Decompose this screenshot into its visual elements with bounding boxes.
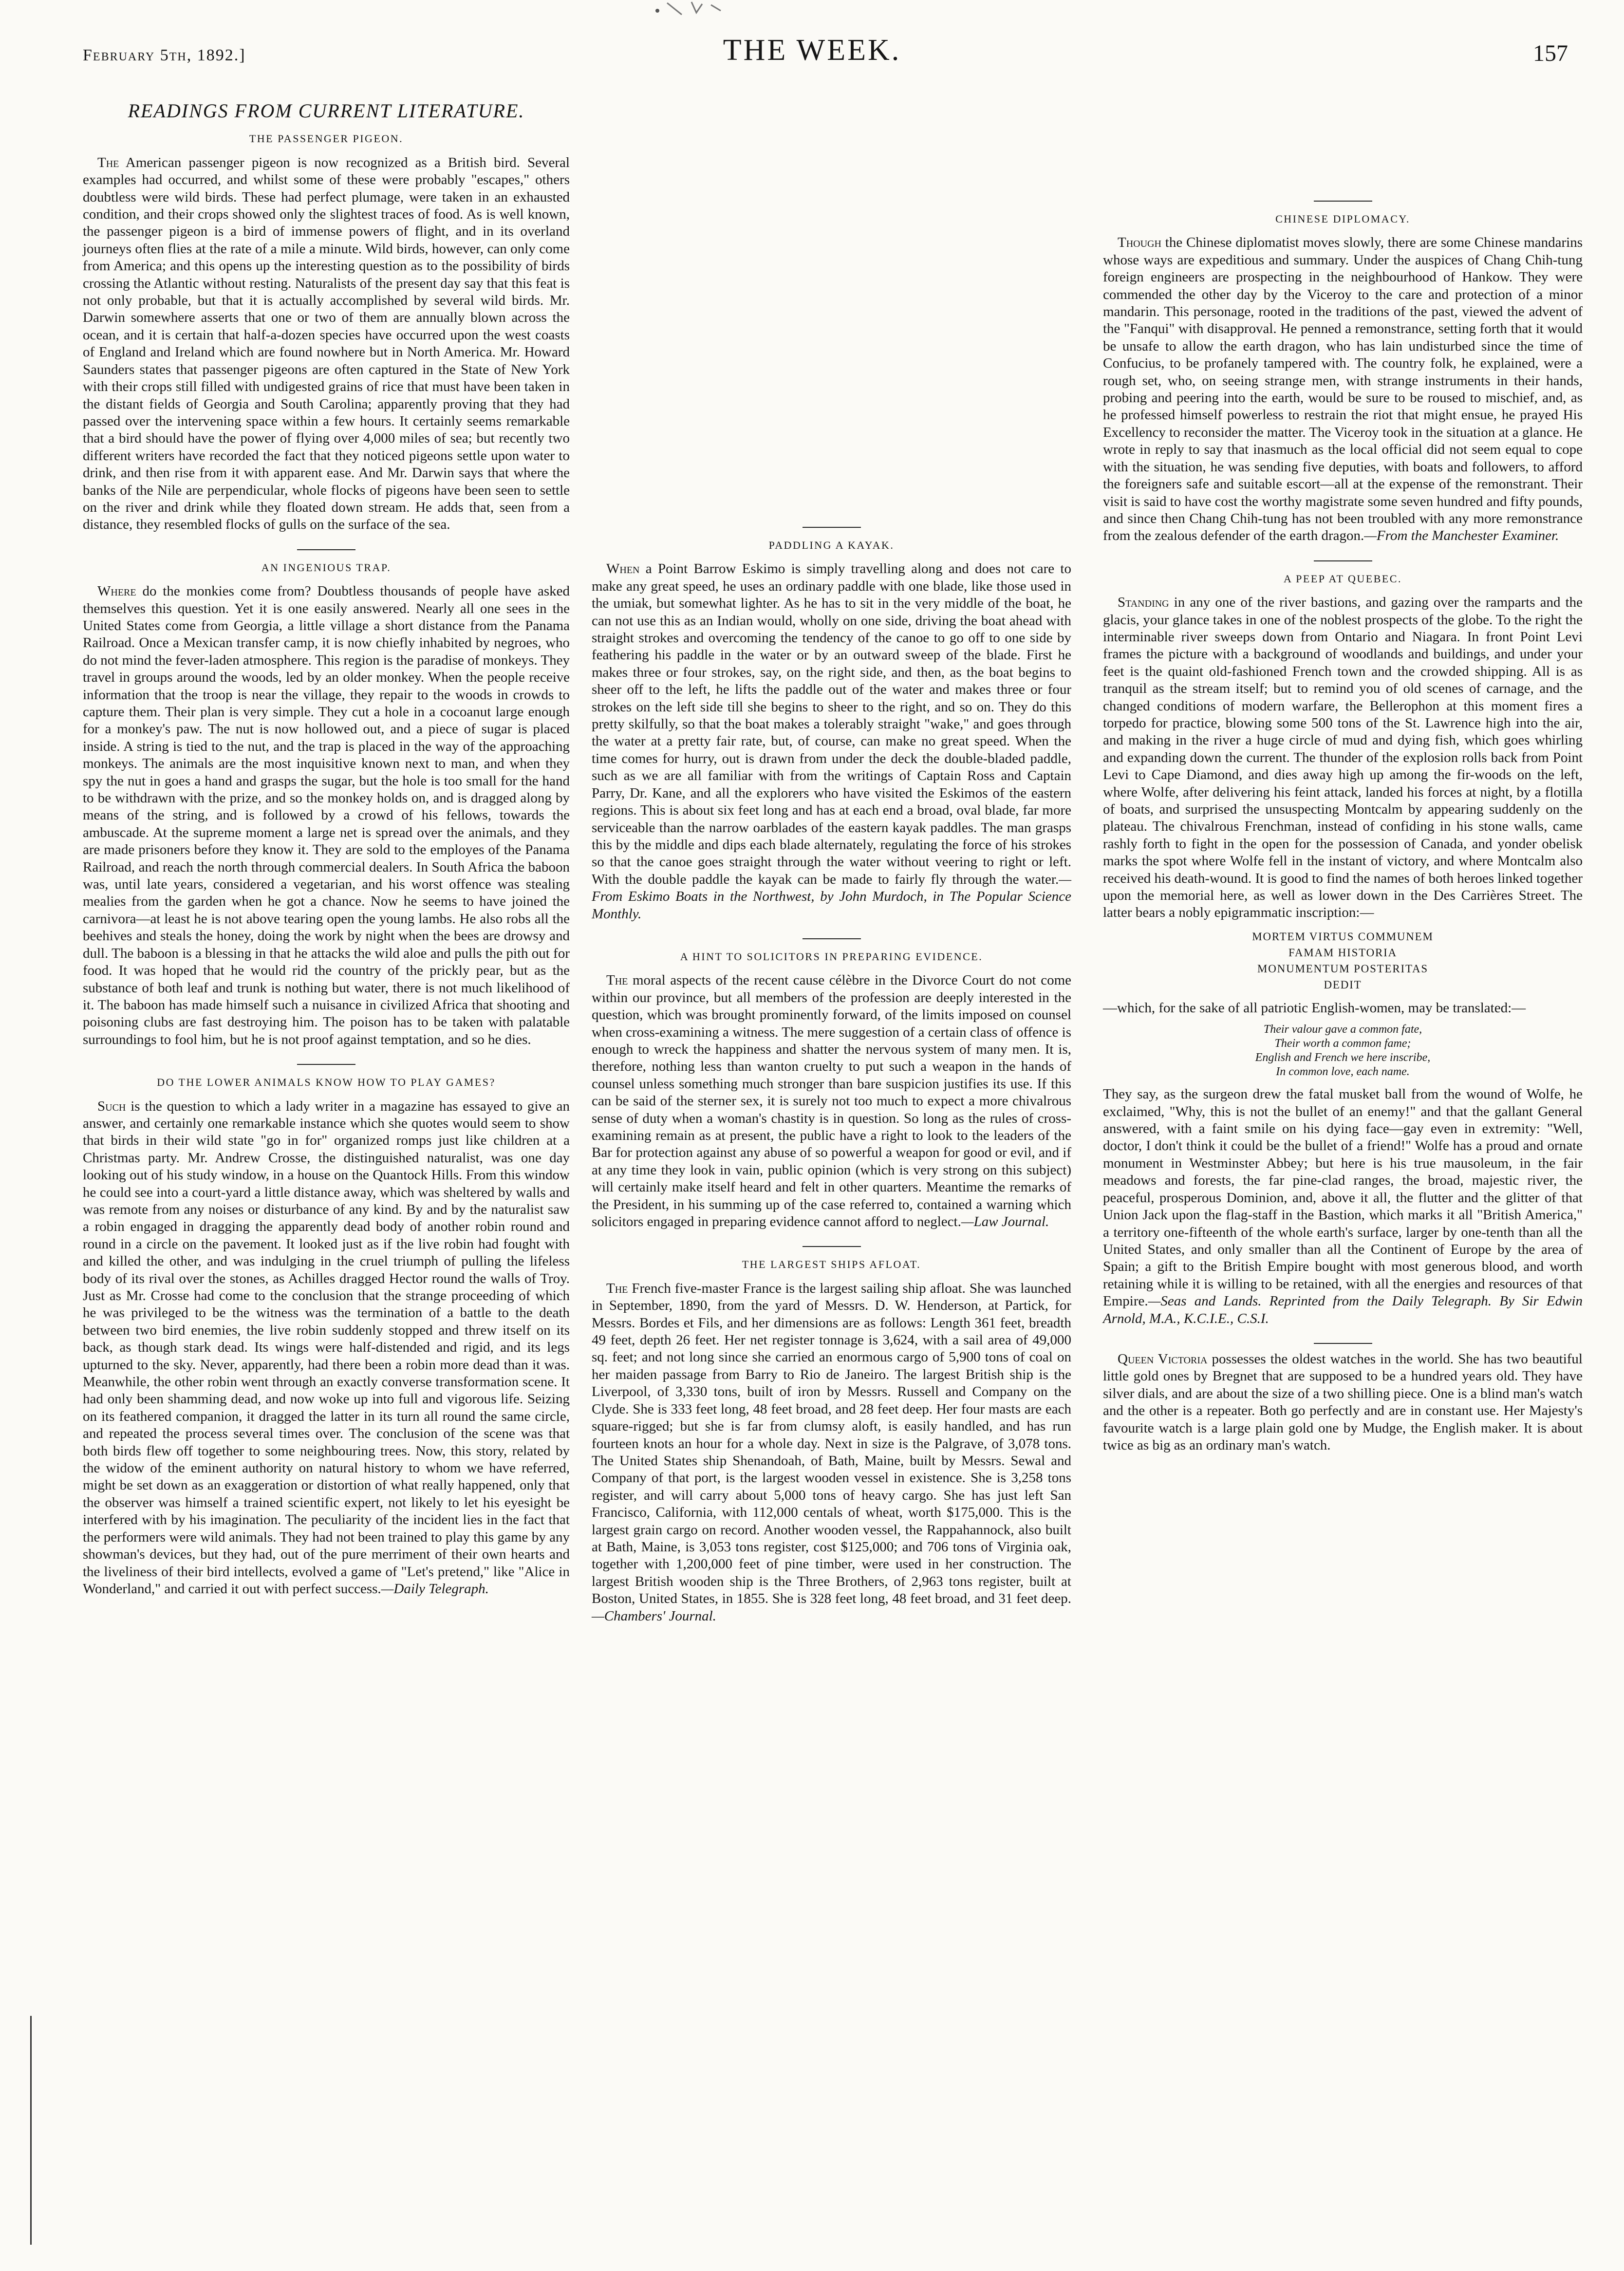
body-text: They say, as the surgeon drew the fatal musket ball from the wound of Wolfe, he exclaimed, "Why, this is not the bullet of an enemy!" and that the gallant General answered, with a faint smile on his dying face—gay even in extremity: "Well, doctor, I don't think it could be the bullet of a friend!" Wolfe has a proud and ornate monument in Westminster Abbey; but here is his true mausoleum, in the fair meadows and forests, the far pine-clad ranges, the broad, majestic river, the peaceful, prosperous Dominion, and, above it all, the flutter and the glitter of that Union Jack upon the flag-staff in the Bastion, which marks it all "British America," a territory one-fifteenth of the whole earth's surface, larger by one-tenth than all the United States, and only smaller than all the Continent of Europe by the area of Spain; a gift to the British Empire bought with most generous blood, and worth retaining while it is willing to be retained, with all the energies and resources of that Empire. xyxy=(1103,1086,1583,1309)
article-body-quebec xyxy=(1103,594,1583,922)
divider xyxy=(297,549,355,550)
dropword: When xyxy=(606,561,640,577)
article-body-pigeon xyxy=(83,154,570,534)
article-body-watches xyxy=(1103,1351,1583,1454)
verse-line: Their valour gave a common fate, xyxy=(1263,1023,1422,1036)
body-text: do the monkies come from? Doubtless thousands of people have asked themselves this question. Yet it is one easily answered. Nearly all one sees in the United States come from Georgia, a little village a short distance from the Panama Railroad. Once a Mexican transfer camp, it is now chiefly inhabited by negroes, who do not mind the fever-laden atmosphere. This region is the paradise of monkeys. They travel in groups around the woods, led by an older monkey. When the people receive information that the troop is near the village, they repair to the woods in crowds to capture them. Their plan is very simple. They cut a hole in a cocoanut large enough for a monkey's paw. The nut is now hollowed out, and a piece of sugar is placed inside. A string is tied to the nut, and the trap is placed in the way of the approaching monkeys. The animals are the most inquisitive known next to man, and when they spy the nut in goes a hand and grasps the sugar, but the hole is too small for the hand to be withdrawn with the prize, and so the monkey holds on, and is dragged along by means of the string, and is followed by a crowd of his fellows, towards the ambuscade. At the supreme moment a large net is spread over the animals, and they are made prisoners before they know it. They are sold to the employes of the Panama Railroad, and reach the north through commercial dealers. In South Africa the baboon was, until late years, considered a vegetarian, and his worst offence was stealing mealies from the garden when he got a chance. Now he seems to have joined the carnivora—at least he is not above tearing open the young lambs. He also robs all the beehives and steals the honey, doing the work by night when the bees are drowsy and dull. The baboon is a blessing in that he attacks the wild aloe and pulls the pith out for food. It was hoped that he would rid the country of the prickly pear, but as the substance of both leaf and trunk is nothing but water, there is not much likelihood of it. The baboon has made himself such a nuisance in civilized Africa that shooting and poisoning clubs are fast destroying him. The poison has to be taken with palatable surroundings to fool him, but he is not proof against temptation, and so he dies. xyxy=(83,583,570,1047)
column-3 xyxy=(1103,185,1583,1454)
margin-rule xyxy=(30,2016,32,2245)
source-citation: —Law Journal. xyxy=(961,1214,1049,1230)
article-body-kayak xyxy=(592,560,1071,923)
body-text: American passenger pigeon is now recognized as a British bird. Several examples had occurred, and whilst some of these were probably "escapes," others doubtless were wild birds. These had perfect plumage, were taken in an exhausted condition, and their crops showed only the slightest traces of food. As is well known, the passenger pigeon is a bird of immense powers of flight, and in its overland journeys often flies at the rate of a mile a minute. Wild birds, however, can only come from America; and this opens up the interesting question as to the possibility of birds crossing the Atlantic without resting. Naturalists of the present day say that this feat is not only probable, but that it is actually accomplished by several wild birds. Mr. Darwin somewhere asserts that one or two of them are annually blown across the ocean, and it is certain that half-a-dozen species have occurred upon the west coasts of England and Ireland which are found nowhere but in North America. Mr. Howard Saunders states that passenger pigeons are often captured in the State of New York with their crops still filled with undigested grains of rice that must have been taken in the distant fields of Georgia and South Carolina; apparently proving that they had passed over the intervening space within a few hours. It certainly seems remarkable that a bird should have the power of flying over 4,000 miles of sea; but recently two different writers have recorded the fact that they noticed pigeons settle upon water to drink, and then rise from it with apparent ease. And Mr. Darwin says that where the banks of the Nile are perpendicular, whole flocks of pigeons have been seen to settle on the river and drink while they floated down stream. He adds that, seen from a distance, they resembled flocks of gulls on the surface of the sea. xyxy=(83,154,570,533)
article-title-games: DO THE LOWER ANIMALS KNOW HOW TO PLAY GAMES? xyxy=(157,1076,496,1089)
translation-intro: —which, for the sake of all patriotic English-women, may be translated:— xyxy=(1103,1000,1526,1016)
inscription-line: MORTEM VIRTUS COMMUNEM xyxy=(1252,930,1434,943)
divider xyxy=(803,527,861,528)
article-title-quebec: A PEEP AT QUEBEC. xyxy=(1284,572,1402,585)
body-text: is the question to which a lady writer in a magazine has essayed to give an answer, and certainly one remarkable instance which she quotes would seem to show that birds in their wild state "go in for" organized romps just like children at a Christmas party. Mr. Andrew Crosse, the distinguished naturalist, was one day looking out of his study window, in a house on the Quantock Hills. From this window he could see into a court-yard a little distance away, which was sheltered by walls and was remote from any noises or disturbance of any kind. By and by the naturalist saw a robin engaged in dragging the apparently dead body of another robin round and round in a circle on the pavement. It looked just as if the live robin had fought with and killed the other, and was indulging in the cruel triumph of pulling the lifeless body of its rival over the stones, as Achilles dragged Hector round the walls of Troy. Just as Mr. Crosse had come to the conclusion that the strange proceeding of which he was privileged to be the witness was the termination of a battle to the death between two bird enemies, the live robin suddenly stopped and threw itself on its back, as though stark dead. Its wings were half-distended and rigid, and its legs upturned to the sky. Never, apparently, had there been a robin more dead than it was. Meanwhile, the other robin went through an exactly converse transformation scene. It had only been shamming dead, and now woke up into full and vigorous life. Seizing on its feathered companion, it dragged the latter in its turn all round the same circle, and repeated the process several times over. The conclusion of the scene was that both birds flew off together to some neighbouring trees. Now, this story, related by the widow of the eminent authority on natural history to whom we have referred, might be set down as an exaggeration or distortion of what really happened, only that the observer was himself a trained scientific expert, not likely to let his eyesight be interfered with by his imagination. The peculiarity of the incident lies in the fact that the performers were wild animals. They had not been trained to play this game by any showman's devices, but they had, out of the pure merriment of their own hearts and the liveliness of their bird intellects, evolved a game of "Let's pretend," like "Alice in Wonderland," and carried it out with perfect success. xyxy=(83,1098,570,1597)
article-title-pigeon: THE PASSENGER PIGEON. xyxy=(249,132,404,145)
article-body-ships xyxy=(592,1280,1071,1625)
page-number: 157 xyxy=(1533,40,1568,66)
article-body-quebec-cont xyxy=(1103,1086,1583,1327)
divider xyxy=(1314,1343,1372,1344)
section-heading: READINGS FROM CURRENT LITERATURE. xyxy=(128,100,525,122)
divider xyxy=(297,1064,355,1065)
dropword: Queen Victoria xyxy=(1118,1351,1208,1367)
source-citation: —Chambers' Journal. xyxy=(592,1608,716,1624)
article-title-ships: THE LARGEST SHIPS AFLOAT. xyxy=(742,1258,921,1271)
source-citation: —Daily Telegraph. xyxy=(381,1581,489,1597)
source-citation: —From the Manchester Examiner. xyxy=(1364,528,1559,544)
article-body-trap xyxy=(83,583,570,1048)
inscription-line: DEDIT xyxy=(1324,978,1362,991)
source-citation: —Seas and Lands. Reprinted from the Daily Telegraph. By Sir Edwin Arnold, M.A., K.C.I.E., C.S.I. xyxy=(1103,1293,1583,1326)
article-body-games xyxy=(83,1098,570,1598)
divider xyxy=(803,938,861,939)
source-citation: —From Eskimo Boats in the Northwest, by John Murdoch, in The Popular Science Monthly. xyxy=(592,871,1071,922)
masthead-title: THE WEEK. xyxy=(723,34,901,67)
inscription-line: MONUMENTUM POSTERITAS xyxy=(1257,962,1428,975)
page-header xyxy=(0,0,1624,107)
column-1 xyxy=(83,97,570,1598)
article-title-diplomacy: CHINESE DIPLOMACY. xyxy=(1275,213,1410,225)
issue-date: February 5th, 1892.] xyxy=(83,46,246,64)
body-text: possesses the oldest watches in the world. She has two beautiful little gold ones by Bregnet that are supposed to be a hundred years old. They have silver dials, and are about the size of a two shilling piece. One is a blind man's watch and the other is a repeater. Both go perfectly and are in constant use. Her Majesty's favourite watch is a large plain gold one by Mudge, the English maker. It is about twice as big as an ordinary man's watch. xyxy=(1103,1351,1583,1453)
body-text: a Point Barrow Eskimo is simply travelling along and does not care to make any great speed, he uses an ordinary paddle with one blade, like those used in the umiak, but somewhat lighter. As he has to sit in the very middle of the boat, he can not use this as an Indian would, wholly on one side, driving the boat ahead with straight strokes and overcoming the tendency of the canoe to go off to one side by feathering his paddle in the water or by an outward sweep of the blade. First he makes three or four strokes, say, on the right side, and then, as the boat begins to sheer off to the left, he lifts the paddle out of the water and makes three or four strokes on the left side till she begins to sheer to the right, and so on. They do this pretty skilfully, so that the boat makes a tolerably straight "wake," and goes through the water at a pretty fair rate, but, of course, can make no great speed. When the time comes for hurry, out is drawn from under the deck the double-bladed paddle, such as we are all familiar with from the writings of Captain Ross and Captain Parry, Dr. Kane, and all the explorers who have visited the Eskimos of the eastern regions. This is about six feet long and has at each end a broad, oval blade, far more serviceable than the narrow oarblades of the eastern kayak paddles. The man grasps this by the middle and dips each blade alternately, regulating the force of his strokes so that the canoe goes straight through the water without veering to right or left. With the double paddle the kayak can be made to fairly fly through the water. xyxy=(592,561,1071,887)
article-title-solicitors: A HINT TO SOLICITORS IN PREPARING EVIDENCE. xyxy=(680,950,983,963)
body-text: moral aspects of the recent cause célèbre in the Divorce Court do not come within our province, but all members of the profession are deeply interested in the question, which was brought prominently forward, of the limits imposed on counsel when cross-examining a witness. The mere suggestion of a certain class of offence is enough to wreck the happiness and shatter the nervous system of many men. It is, therefore, nothing less than wanton cruelty to put such a weapon in the hands of counsel unless something much stronger than bare suspicion justifies its use. If this can be said of the sterner sex, it is surely not too much to expect a more chivalrous sense of duty when a woman's chastity is in question. So long as the rules of cross-examining remain as at present, the public have a right to look to the leaders of the Bar for protection against any abuse of so powerful a weapon for good or evil, and if at any time they look in vain, public opinion (which is very strong on this subject) will certainly make itself heard and felt in other quarters. Meantime the remarks of the President, in his summing up of the case referred to, contained a warning which solicitors engaged in preparing evidence cannot afford to neglect. xyxy=(592,972,1071,1230)
column-2 xyxy=(592,511,1071,1625)
verse-line: English and French we here inscribe, xyxy=(1255,1051,1431,1064)
verse-line: Their worth a common fame; xyxy=(1274,1037,1411,1050)
dropword: The xyxy=(97,154,119,170)
dropword: Though xyxy=(1118,235,1161,251)
inscription-line: FAMAM HISTORIA xyxy=(1288,946,1398,959)
body-text: in any one of the river bastions, and gazing over the ramparts and the glacis, your glance takes in one of the noblest prospects of the globe. To the right the interminable river sweeps down from Ontario and Niagara. In front Point Levi frames the picture with a background of woodlands and buildings, and under your feet is the quaint old-fashioned French town and the crowded shipping. All is as tranquil as the stream itself; but to remind you of old scenes of carnage, and the changed conditions of modern warfare, the Bellerophon at this moment fires a torpedo for practice, blowing some 500 tons of the St. Lawrence high into the air, and making in the river a huge circle of mud and dying fish, which goes whirling and expanding down the current. The thunder of the explosion rolls back from Point Levi to Cape Diamond, and dies away high up among the fir-woods on the left, where Wolfe, after delivering his feint attack, landed his forces at night, by a flotilla of boats, and surprised the unsuspecting Montcalm by appearing suddenly on the plateau. The chivalrous Frenchman, instead of confiding in his stone walls, came rashly forth to fight in the open for the possession of Canada, and yonder obelisk marks the spot where Wolfe fell in the instant of victory, and where Montcalm also received his death-wound. It is good to find the names of both heroes linked together upon the memorial here, as well as lower down in the Des Carrières Street. The latter bears a nobly epigrammatic inscription:— xyxy=(1103,595,1583,921)
translation-verse xyxy=(1103,1023,1583,1079)
body-text: French five-master France is the largest sailing ship afloat. She was launched in September, 1890, from the yard of Messrs. D. W. Henderson, at Partick, for Messrs. Bordes et Fils, and her dimensions are as follows: Length 361 feet, breadth 49 feet, depth 26 feet. Her net register tonnage is 3,624, with a sail area of 49,000 sq. feet; and not long since she carried an enormous cargo of 5,900 tons of coal on her maiden passage from Barry to Rio de Janeiro. The largest British ship is the Liverpool, of 3,330 tons, built of iron by Messrs. Russell and Company on the Clyde. She is 333 feet long, 48 feet broad, and 28 feet deep. Her four masts are each square-rigged; but she is far from clumsy aloft, is easily handled, and has run fourteen knots an hour for a whole day. Next in size is the Palgrave, of 3,078 tons. The United States ship Shenandoah, of Bath, Maine, built by Messrs. Sewal and Company of that port, is the largest wooden vessel in existence. She is 3,258 tons register, and will carry about 5,000 tons of heavy cargo. She has just left San Francisco, California, with 112,000 centals of wheat, worth $175,000. This is the largest grain cargo on record. Another wooden vessel, the Rappahannock, also built at Bath, Maine, is 3,053 tons register, cost $125,000; and 706 tons of Virginia oak, together with 1,200,000 feet of pine timber, were used in her construction. The largest British wooden ship is the Three Brothers, of 2,963 tons register, built at Boston, United States, in 1855. She is 328 feet long, 48 feet broad, and 31 feet deep. xyxy=(592,1280,1071,1607)
dropword: The xyxy=(606,972,628,988)
body-text: the Chinese diplomatist moves slowly, there are some Chinese mandarins whose ways are expeditious and summary. Under the auspices of Chang Chih-tung foreign engineers are prospecting in the neighbourhood of Hankow. They were commended the other day by the Viceroy to the care and protection of a minor mandarin. This personage, rooted in the traditions of the past, viewed the advent of the "Fanqui" with disapproval. He penned a remonstrance, setting forth that it would be unsafe to allow the earth dragon, who has lain undisturbed since the time of Confucius, to be profanely tampered with. The country folk, he explained, were a rough set, who, on seeing strange men, with strange instruments in their hands, probing and peering into the earth, would be sure to be roused to mischief, and, as he professed himself powerless to restrain the riot that might ensue, he prayed His Excellency to reconsider the matter. The Viceroy took in the situation at a glance. He wrote in reply to say that inasmuch as the local official did not seem equal to cope with the situation, he was sending five deputies, with boats and followers, to afford the foreigners safe and suitable escort—all at the expense of the remonstrant. Their visit is said to have cost the worthy magistrate some seven hundred and fifty pounds, and since then Chang Chih-tung has not been troubled with any more remonstrance from the zealous defender of the earth dragon. xyxy=(1103,235,1583,544)
divider xyxy=(1314,201,1372,202)
article-body-solicitors xyxy=(592,972,1071,1230)
verse-line: In common love, each name. xyxy=(1276,1065,1410,1079)
dropword: Where xyxy=(97,583,136,599)
article-title-trap: AN INGENIOUS TRAP. xyxy=(261,561,392,574)
latin-inscription xyxy=(1103,929,1583,993)
dropword: The xyxy=(606,1280,628,1296)
divider xyxy=(803,1246,861,1247)
ink-mark-icon xyxy=(648,0,745,29)
article-title-kayak: PADDLING A KAYAK. xyxy=(768,539,895,551)
dropword: Standing xyxy=(1118,595,1169,611)
dropword: Such xyxy=(97,1098,126,1114)
divider xyxy=(1314,560,1372,561)
article-body-diplomacy xyxy=(1103,234,1583,544)
